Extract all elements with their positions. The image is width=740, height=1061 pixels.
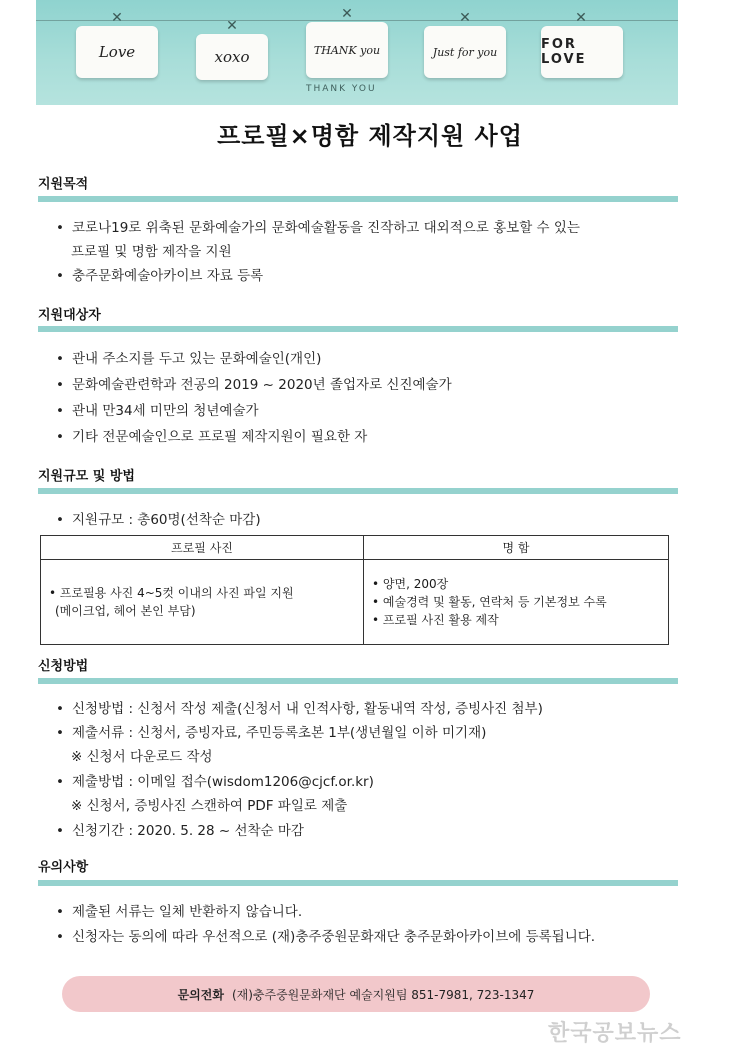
section-divider [38, 196, 678, 202]
list-item: • 충주문화예술아카이브 자료 등록 [56, 268, 264, 284]
table-header-photo: 프로필 사진 [41, 536, 364, 560]
list-item: • 제출방법 : 이메일 접수(wisdom1206@cjcf.or.kr) [56, 774, 374, 790]
bow-icon: ✕ [111, 10, 123, 26]
watermark: 한국공보뉴스 [548, 1021, 682, 1046]
page-title: 프로필×명함 제작지원 사업 [217, 122, 523, 150]
bow-icon: ✕ [341, 6, 353, 22]
note-download: ※ 신청서 다운로드 작성 [71, 749, 213, 765]
contact-text: (재)충주중원문화재단 예술지원팀 851-7981, 723-1347 [231, 987, 535, 1002]
section-heading-purpose: 지원목적 [38, 177, 89, 192]
note-pdf: ※ 신청서, 증빙사진 스캔하여 PDF 파일로 제출 [71, 798, 348, 814]
list-item: • 신청자는 동의에 따라 우선적으로 (재)충주중원문화재단 충주문화아카이브에 등록됩니다. [56, 929, 596, 945]
table-header-row [41, 536, 669, 560]
list-item: • 제출서류 : 신청서, 증빙자료, 주민등록초본 1부(생년월일 이하 미기재) [56, 725, 487, 741]
banner-subtitle: THANK YOU [306, 84, 377, 94]
list-item: • 문화예술관련학과 전공의 2019 ~ 2020년 졸업자로 신진예술가 [56, 377, 452, 393]
section-heading-scale: 지원규모 및 방법 [38, 469, 135, 484]
bow-icon: ✕ [459, 10, 471, 26]
bow-icon: ✕ [575, 10, 589, 26]
section-divider [38, 880, 678, 886]
banner-tag-for-love: ✕ FOR LOVE [541, 26, 623, 78]
section-divider [38, 678, 678, 684]
list-item-continuation: 프로필 및 명함 제작을 지원 [71, 244, 232, 260]
table-cell-card: • 양면, 200장 • 예술경력 및 활동, 연락처 등 기본정보 수록 • 프로필 사진 활용 제작 [364, 560, 669, 645]
list-item: • 관내 만34세 미만의 청년예술가 [56, 403, 259, 419]
section-heading-notes: 유의사항 [38, 860, 89, 875]
table-header-card: 명 함 [364, 536, 669, 560]
list-item: • 신청기간 : 2020. 5. 28 ~ 선착순 마감 [56, 823, 304, 839]
list-item: • 지원규모 : 총60명(선착순 마감) [56, 512, 261, 528]
support-table [40, 535, 669, 645]
table-row [41, 560, 669, 645]
bow-icon: ✕ [226, 18, 238, 34]
list-item: • 관내 주소지를 두고 있는 문화예술인(개인) [56, 351, 322, 367]
section-divider [38, 488, 678, 494]
banner-tag-xoxo: ✕ xoxo [196, 34, 268, 80]
banner-tag-thank-you: ✕ THANK you [306, 22, 388, 78]
list-item: • 코로나19로 위축된 문화예술가의 문화예술활동을 진작하고 대외적으로 홍보할 수 있는 [56, 220, 580, 236]
list-item: • 기타 전문예술인으로 프로필 제작지원이 필요한 자 [56, 429, 368, 445]
section-heading-apply: 신청방법 [38, 659, 89, 674]
list-item: • 신청방법 : 신청서 작성 제출(신청서 내 인적사항, 활동내역 작성, 증빙사진 첨부) [56, 701, 543, 717]
banner-tag-just-for-you: ✕ Just for you [424, 26, 506, 78]
table-cell-photo: • 프로필용 사진 4~5컷 이내의 사진 파일 지원 (메이크업, 헤어 본인 부담) [41, 560, 364, 645]
section-divider [38, 326, 678, 332]
contact-label: 문의전화 [177, 987, 224, 1002]
header-banner [36, 0, 678, 105]
contact-box [62, 976, 650, 1012]
list-item: • 제출된 서류는 일체 반환하지 않습니다. [56, 904, 303, 920]
banner-tag-love: ✕ Love [76, 26, 158, 78]
section-heading-target: 지원대상자 [38, 308, 101, 323]
